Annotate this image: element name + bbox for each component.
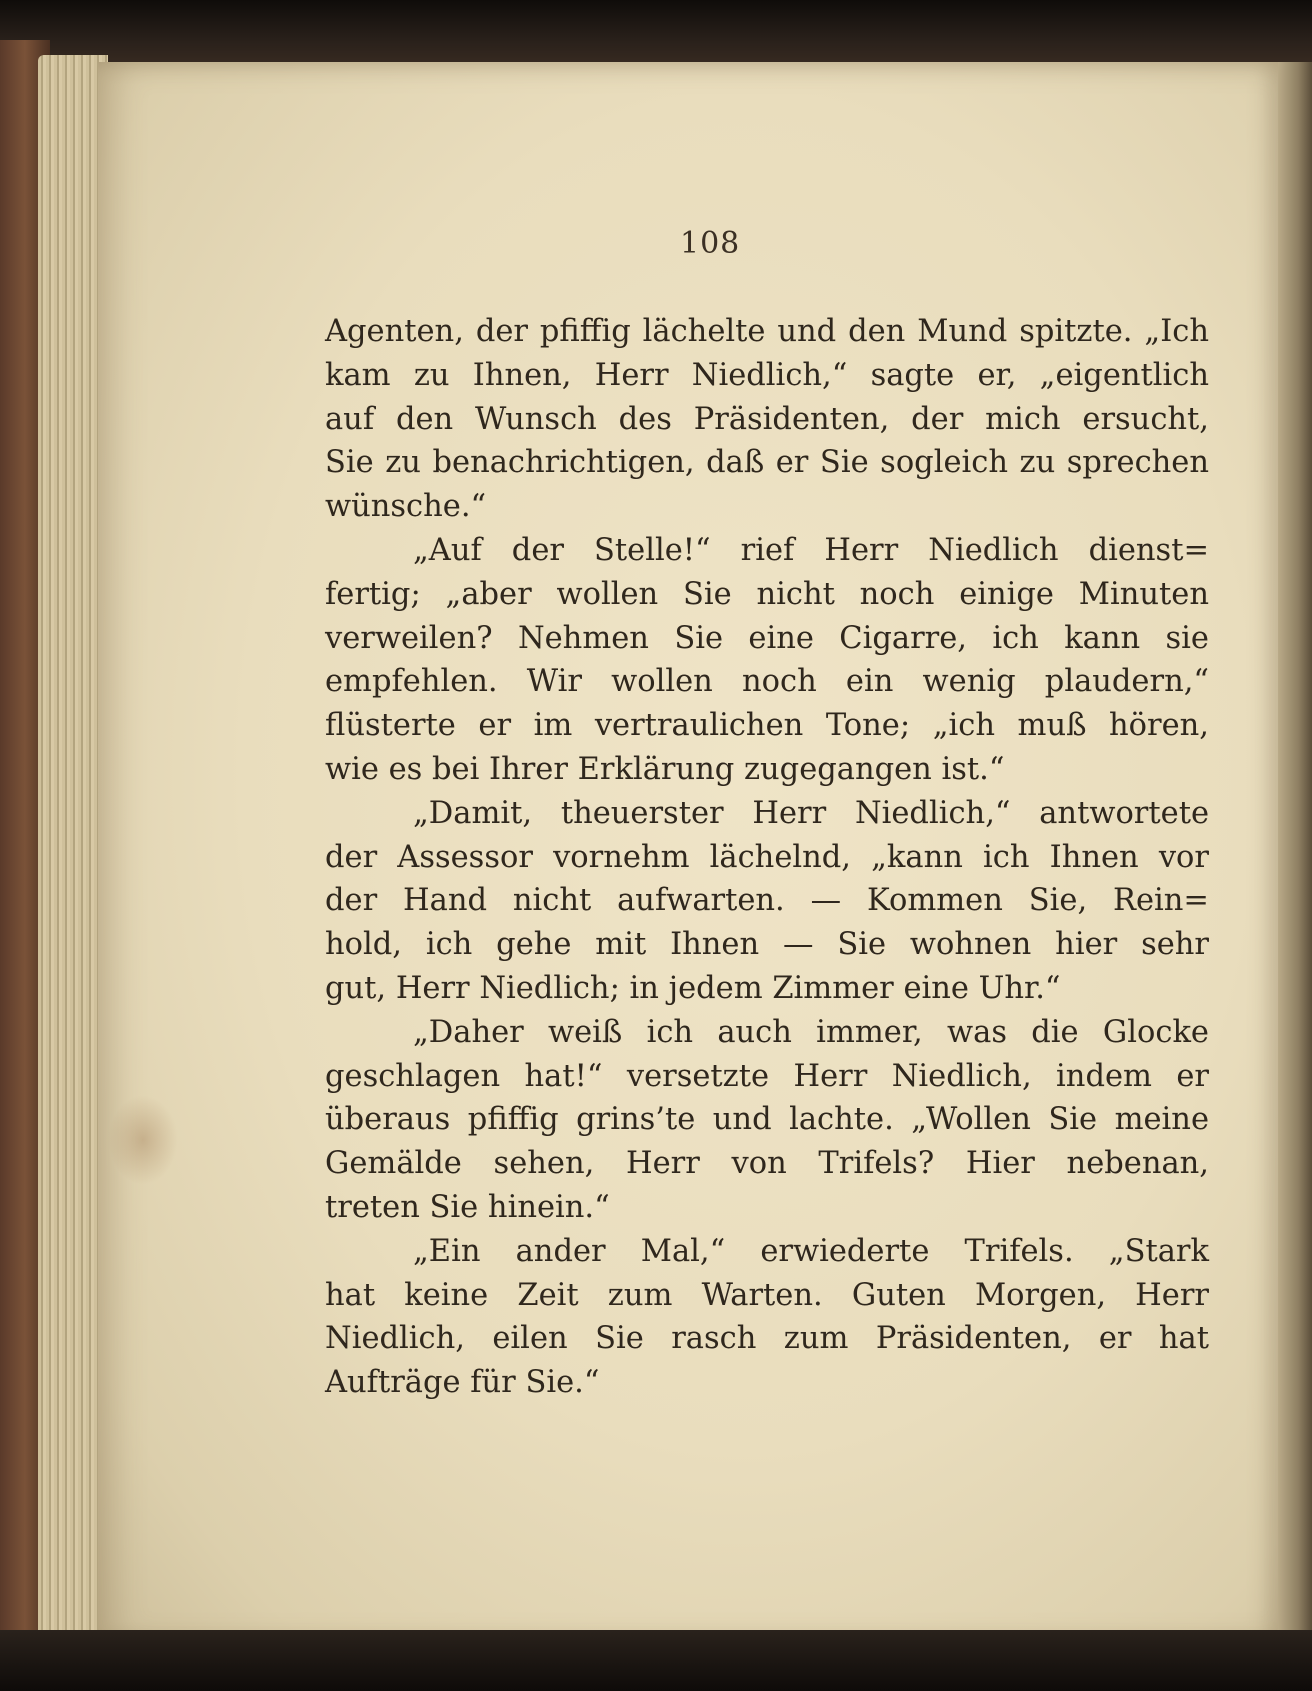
book-binding-top — [0, 0, 1312, 70]
text-line: empfehlen. Wir wollen noch ein wenig plaudern,“ — [325, 664, 1209, 700]
text-line: hat keine Zeit zum Warten. Guten Morgen, Herr — [325, 1277, 1209, 1313]
text-line: gut, Herr Niedlich; in jedem Zimmer eine Uhr.“ — [325, 970, 1061, 1006]
body-text — [325, 310, 1209, 1405]
text-line: überaus pfiffig grins’te und lachte. „Wollen Sie meine — [325, 1102, 1209, 1138]
text-line: treten Sie hinein.“ — [325, 1189, 610, 1225]
text-line: Gemälde sehen, Herr von Trifels? Hier nebenan, — [325, 1146, 1209, 1182]
page-gutter — [1278, 62, 1312, 1644]
text-line: der Hand nicht aufwarten. — Kommen Sie, Rein= — [325, 883, 1209, 919]
text-line: „Ein ander Mal,“ erwiederte Trifels. „Stark — [413, 1233, 1209, 1269]
text-line: „Daher weiß ich auch immer, was die Glocke — [413, 1014, 1209, 1050]
text-line: geschlagen hat!“ versetzte Herr Niedlich, indem er — [325, 1058, 1209, 1094]
book-binding-bottom — [0, 1630, 1312, 1691]
text-line: hold, ich gehe mit Ihnen — Sie wohnen hier sehr — [325, 927, 1209, 963]
text-line: fertig; „aber wollen Sie nicht noch einige Minuten — [325, 576, 1209, 612]
text-line: wie es bei Ihrer Erklärung zugegangen ist.“ — [325, 751, 1005, 787]
text-line: auf den Wunsch des Präsidenten, der mich ersucht, — [325, 401, 1209, 437]
text-line: flüsterte er im vertraulichen Tone; „ich muß hören, — [325, 708, 1209, 744]
text-line: der Assessor vornehm lächelnd, „kann ich Ihnen vor — [325, 839, 1209, 875]
text-line: Sie zu benachrichtigen, daß er Sie sogleich zu sprechen — [325, 445, 1209, 481]
text-line: „Auf der Stelle!“ rief Herr Niedlich dienst= — [413, 532, 1209, 568]
text-line: „Damit, theuerster Herr Niedlich,“ antwortete — [413, 795, 1209, 831]
page-number: 108 — [680, 226, 741, 261]
text-line: wünsche.“ — [325, 489, 487, 525]
text-line: Niedlich, eilen Sie rasch zum Präsidenten, er hat — [325, 1321, 1209, 1357]
paper-stain — [108, 1095, 178, 1185]
text-line: kam zu Ihnen, Herr Niedlich,“ sagte er, „eigentlich — [325, 357, 1209, 393]
text-line: verweilen? Nehmen Sie eine Cigarre, ich kann sie — [325, 620, 1209, 656]
text-line: Agenten, der pfiffig lächelte und den Mund spitzte. „Ich — [325, 314, 1209, 349]
text-line: Aufträge für Sie.“ — [325, 1365, 600, 1401]
